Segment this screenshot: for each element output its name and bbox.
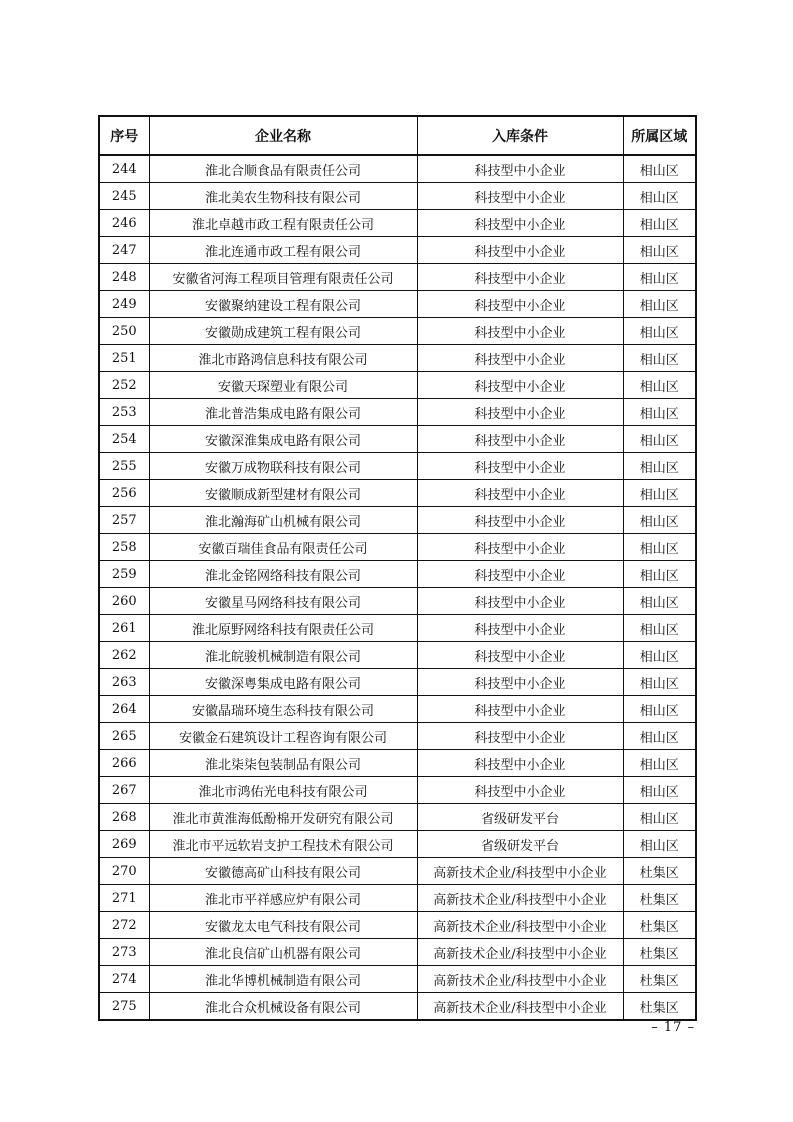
serial-number-cell: 270 (99, 858, 149, 885)
region-cell: 相山区 (623, 426, 696, 453)
company-name-cell: 淮北普浩集成电路有限公司 (149, 399, 417, 426)
header-entry-condition: 入库条件 (417, 116, 623, 155)
entry-condition-cell: 科技型中小企业 (417, 426, 623, 453)
company-name-cell: 淮北市黄淮海低酚棉开发研究有限公司 (149, 804, 417, 831)
company-name-cell: 安徽晶瑞环境生态科技有限公司 (149, 696, 417, 723)
company-name-cell: 安徽深粤集成电路有限公司 (149, 669, 417, 696)
company-name-cell: 安徽深淮集成电路有限公司 (149, 426, 417, 453)
table-row (99, 480, 696, 507)
entry-condition-cell: 高新技术企业/科技型中小企业 (417, 939, 623, 966)
entry-condition-cell: 科技型中小企业 (417, 507, 623, 534)
table-row (99, 831, 696, 858)
region-cell: 相山区 (623, 264, 696, 291)
region-cell: 相山区 (623, 561, 696, 588)
entry-condition-cell: 科技型中小企业 (417, 750, 623, 777)
serial-number-cell: 265 (99, 723, 149, 750)
entry-condition-cell: 科技型中小企业 (417, 210, 623, 237)
serial-number-cell: 244 (99, 155, 149, 183)
table-row (99, 966, 696, 993)
table-row (99, 183, 696, 210)
entry-condition-cell: 高新技术企业/科技型中小企业 (417, 885, 623, 912)
entry-condition-cell: 科技型中小企业 (417, 669, 623, 696)
region-cell: 相山区 (623, 480, 696, 507)
region-cell: 相山区 (623, 291, 696, 318)
serial-number-cell: 266 (99, 750, 149, 777)
entry-condition-cell: 高新技术企业/科技型中小企业 (417, 912, 623, 939)
serial-number-cell: 274 (99, 966, 149, 993)
company-name-cell: 安徽万成物联科技有限公司 (149, 453, 417, 480)
serial-number-cell: 257 (99, 507, 149, 534)
serial-number-cell: 263 (99, 669, 149, 696)
entry-condition-cell: 科技型中小企业 (417, 237, 623, 264)
company-name-cell: 淮北市平远软岩支护工程技术有限公司 (149, 831, 417, 858)
table-row (99, 750, 696, 777)
region-cell: 相山区 (623, 345, 696, 372)
company-name-cell: 淮北市鸿佑光电科技有限公司 (149, 777, 417, 804)
company-name-cell: 淮北合顺食品有限责任公司 (149, 155, 417, 183)
entry-condition-cell: 科技型中小企业 (417, 155, 623, 183)
serial-number-cell: 273 (99, 939, 149, 966)
entry-condition-cell: 科技型中小企业 (417, 777, 623, 804)
company-name-cell: 淮北金铭网络科技有限公司 (149, 561, 417, 588)
company-name-cell: 安徽聚纳建设工程有限公司 (149, 291, 417, 318)
region-cell: 相山区 (623, 183, 696, 210)
region-cell: 杜集区 (623, 939, 696, 966)
serial-number-cell: 258 (99, 534, 149, 561)
table-row (99, 237, 696, 264)
serial-number-cell: 267 (99, 777, 149, 804)
company-name-cell: 淮北市平祥感应炉有限公司 (149, 885, 417, 912)
entry-condition-cell: 科技型中小企业 (417, 372, 623, 399)
table-row (99, 453, 696, 480)
table-row (99, 588, 696, 615)
serial-number-cell: 248 (99, 264, 149, 291)
serial-number-cell: 249 (99, 291, 149, 318)
table-row (99, 155, 696, 183)
region-cell: 相山区 (623, 588, 696, 615)
table-row (99, 426, 696, 453)
serial-number-cell: 269 (99, 831, 149, 858)
region-cell: 相山区 (623, 777, 696, 804)
entry-condition-cell: 高新技术企业/科技型中小企业 (417, 993, 623, 1021)
entry-condition-cell: 科技型中小企业 (417, 399, 623, 426)
region-cell: 相山区 (623, 399, 696, 426)
company-name-cell: 安徽金石建筑设计工程咨询有限公司 (149, 723, 417, 750)
serial-number-cell: 262 (99, 642, 149, 669)
region-cell: 相山区 (623, 237, 696, 264)
serial-number-cell: 256 (99, 480, 149, 507)
company-name-cell: 淮北卓越市政工程有限责任公司 (149, 210, 417, 237)
table-row (99, 804, 696, 831)
entry-condition-cell: 省级研发平台 (417, 831, 623, 858)
entry-condition-cell: 科技型中小企业 (417, 723, 623, 750)
serial-number-cell: 259 (99, 561, 149, 588)
table-row (99, 399, 696, 426)
table-body (99, 155, 696, 1020)
table-row (99, 615, 696, 642)
entry-condition-cell: 科技型中小企业 (417, 345, 623, 372)
entry-condition-cell: 科技型中小企业 (417, 534, 623, 561)
serial-number-cell: 255 (99, 453, 149, 480)
table-row (99, 696, 696, 723)
table-row (99, 993, 696, 1021)
page-number: – 17 – (651, 1020, 695, 1035)
company-name-cell: 安徽省河海工程项目管理有限责任公司 (149, 264, 417, 291)
table-row (99, 534, 696, 561)
region-cell: 相山区 (623, 210, 696, 237)
table-row (99, 291, 696, 318)
header-region: 所属区域 (623, 116, 696, 155)
entry-condition-cell: 科技型中小企业 (417, 588, 623, 615)
entry-condition-cell: 科技型中小企业 (417, 183, 623, 210)
entry-condition-cell: 科技型中小企业 (417, 696, 623, 723)
company-name-cell: 淮北良信矿山机器有限公司 (149, 939, 417, 966)
entry-condition-cell: 科技型中小企业 (417, 642, 623, 669)
serial-number-cell: 247 (99, 237, 149, 264)
table-row (99, 210, 696, 237)
table-row (99, 345, 696, 372)
company-name-cell: 淮北华博机械制造有限公司 (149, 966, 417, 993)
company-name-cell: 淮北瀚海矿山机械有限公司 (149, 507, 417, 534)
region-cell: 相山区 (623, 804, 696, 831)
serial-number-cell: 261 (99, 615, 149, 642)
region-cell: 杜集区 (623, 858, 696, 885)
entry-condition-cell: 高新技术企业/科技型中小企业 (417, 966, 623, 993)
table-row (99, 912, 696, 939)
region-cell: 相山区 (623, 453, 696, 480)
company-name-cell: 淮北柒柒包装制品有限公司 (149, 750, 417, 777)
table-row (99, 723, 696, 750)
serial-number-cell: 271 (99, 885, 149, 912)
entry-condition-cell: 科技型中小企业 (417, 318, 623, 345)
table-row (99, 642, 696, 669)
serial-number-cell: 268 (99, 804, 149, 831)
table-row (99, 372, 696, 399)
entry-condition-cell: 科技型中小企业 (417, 264, 623, 291)
serial-number-cell: 250 (99, 318, 149, 345)
enterprise-table (98, 115, 697, 1021)
serial-number-cell: 245 (99, 183, 149, 210)
table-row (99, 885, 696, 912)
entry-condition-cell: 科技型中小企业 (417, 480, 623, 507)
region-cell: 相山区 (623, 750, 696, 777)
serial-number-cell: 252 (99, 372, 149, 399)
header-serial-number: 序号 (99, 116, 149, 155)
serial-number-cell: 254 (99, 426, 149, 453)
company-name-cell: 淮北市路鸿信息科技有限公司 (149, 345, 417, 372)
entry-condition-cell: 省级研发平台 (417, 804, 623, 831)
company-name-cell: 安徽天琛塑业有限公司 (149, 372, 417, 399)
table-row (99, 561, 696, 588)
region-cell: 相山区 (623, 507, 696, 534)
entry-condition-cell: 科技型中小企业 (417, 453, 623, 480)
table-row (99, 777, 696, 804)
region-cell: 杜集区 (623, 993, 696, 1021)
region-cell: 相山区 (623, 318, 696, 345)
region-cell: 相山区 (623, 723, 696, 750)
serial-number-cell: 260 (99, 588, 149, 615)
entry-condition-cell: 科技型中小企业 (417, 615, 623, 642)
serial-number-cell: 251 (99, 345, 149, 372)
company-name-cell: 安徽百瑞佳食品有限责任公司 (149, 534, 417, 561)
company-name-cell: 安徽龙太电气科技有限公司 (149, 912, 417, 939)
company-name-cell: 淮北美农生物科技有限公司 (149, 183, 417, 210)
header-row (99, 116, 696, 155)
region-cell: 相山区 (623, 642, 696, 669)
table-row (99, 507, 696, 534)
region-cell: 杜集区 (623, 966, 696, 993)
table-row (99, 858, 696, 885)
serial-number-cell: 253 (99, 399, 149, 426)
region-cell: 相山区 (623, 155, 696, 183)
entry-condition-cell: 科技型中小企业 (417, 561, 623, 588)
header-company-name: 企业名称 (149, 116, 417, 155)
company-name-cell: 淮北皖骏机械制造有限公司 (149, 642, 417, 669)
company-name-cell: 淮北原野网络科技有限责任公司 (149, 615, 417, 642)
serial-number-cell: 246 (99, 210, 149, 237)
table-row (99, 318, 696, 345)
region-cell: 杜集区 (623, 885, 696, 912)
company-name-cell: 安徽德高矿山科技有限公司 (149, 858, 417, 885)
company-name-cell: 淮北连通市政工程有限公司 (149, 237, 417, 264)
region-cell: 相山区 (623, 534, 696, 561)
table-row (99, 669, 696, 696)
region-cell: 相山区 (623, 372, 696, 399)
region-cell: 相山区 (623, 831, 696, 858)
entry-condition-cell: 高新技术企业/科技型中小企业 (417, 858, 623, 885)
table-row (99, 264, 696, 291)
table-header (99, 116, 696, 155)
region-cell: 相山区 (623, 669, 696, 696)
entry-condition-cell: 科技型中小企业 (417, 291, 623, 318)
company-name-cell: 安徽勋成建筑工程有限公司 (149, 318, 417, 345)
region-cell: 杜集区 (623, 912, 696, 939)
serial-number-cell: 272 (99, 912, 149, 939)
region-cell: 相山区 (623, 615, 696, 642)
company-name-cell: 安徽顺成新型建材有限公司 (149, 480, 417, 507)
serial-number-cell: 275 (99, 993, 149, 1021)
table-row (99, 939, 696, 966)
company-name-cell: 安徽星马网络科技有限公司 (149, 588, 417, 615)
company-name-cell: 淮北合众机械设备有限公司 (149, 993, 417, 1021)
serial-number-cell: 264 (99, 696, 149, 723)
region-cell: 相山区 (623, 696, 696, 723)
